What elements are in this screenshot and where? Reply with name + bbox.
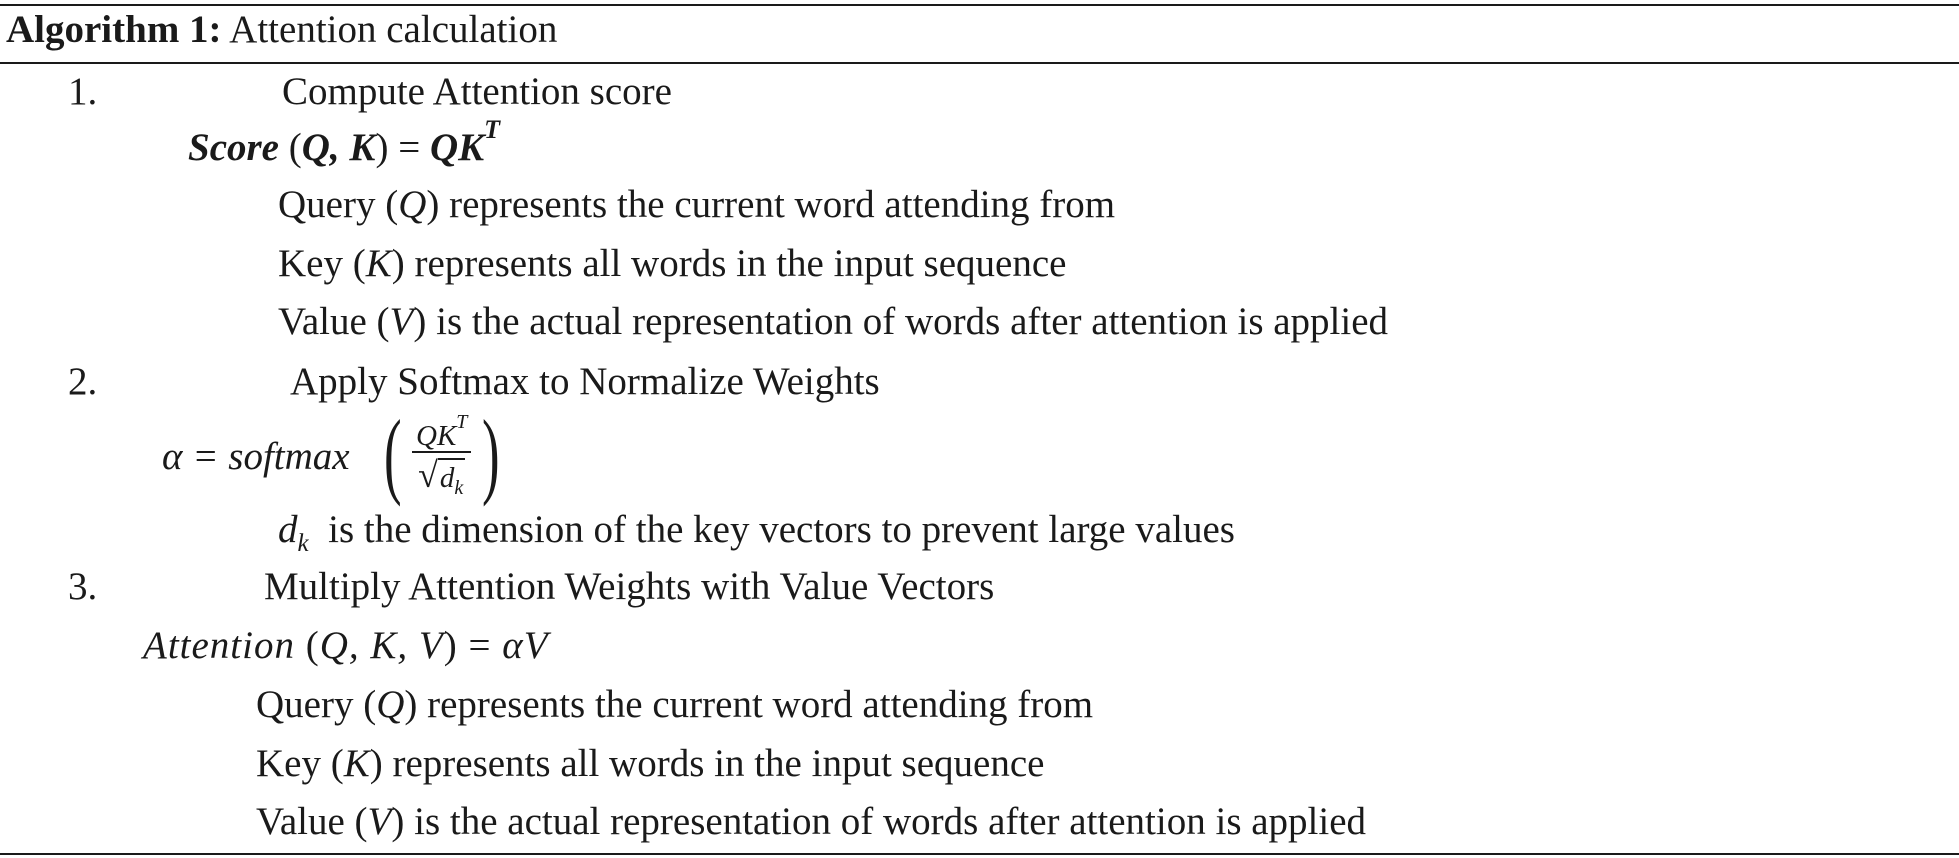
fraction-numerator: QK	[416, 420, 457, 452]
bottom-rule	[0, 853, 1959, 855]
right-paren: )	[482, 400, 500, 507]
fraction-denominator: d	[439, 462, 455, 494]
algorithm-title-text: Attention calculation	[229, 8, 558, 51]
algorithm-title	[6, 10, 557, 49]
score-rhs: QK	[429, 126, 485, 169]
step-2-number: 2.	[68, 360, 98, 403]
step-2-note-dk: $d_k$ is the dimension of the key vectors to prevent large values	[278, 508, 1235, 557]
step-2-heading: Apply Softmax to Normalize Weights	[290, 360, 880, 403]
step-1-note-key: Key (K) represents all words in the input sequence	[278, 242, 1067, 285]
step-3-heading: Multiply Attention Weights with Value Vectors	[264, 565, 995, 608]
step-1-heading: Compute Attention score	[282, 70, 672, 113]
transpose-sup: T	[484, 114, 501, 144]
left-paren: (	[384, 400, 402, 507]
top-rule	[0, 4, 1959, 6]
step-1-number: 1.	[68, 70, 98, 113]
attention-rhs: αV	[502, 624, 549, 667]
sqrt-symbol: √	[418, 455, 438, 495]
softmax-lhs: α = softmax	[162, 435, 350, 478]
score-args: Q, K	[301, 126, 376, 169]
algorithm-label: Algorithm 1:	[6, 8, 222, 51]
attention-args: Q, K, V	[319, 624, 444, 667]
step-1-formula: Score (Q, $K) = QK^T$	[188, 114, 501, 169]
step-3-formula: Attention (Q, K, V) = αV	[143, 624, 549, 667]
step-3-note-key: Key (K) represents all words in the input sequence	[256, 742, 1045, 785]
step-3-number: 3.	[68, 565, 98, 608]
score-function: Score	[188, 126, 279, 169]
header-rule	[0, 62, 1959, 64]
softmax-fraction: ( $QK^T$ $√d_k$ )	[384, 400, 500, 507]
step-1-note-query: Query (Q) represents the current word attending from	[278, 183, 1116, 226]
step-1-note-value: Value (V) is the actual representation of words after attention is applied	[278, 300, 1389, 343]
step-3-note-value: Value (V) is the actual representation of words after attention is applied	[256, 800, 1367, 843]
step-3-note-query: Query (Q) represents the current word attending from	[256, 683, 1094, 726]
attention-function: Attention	[143, 624, 295, 667]
